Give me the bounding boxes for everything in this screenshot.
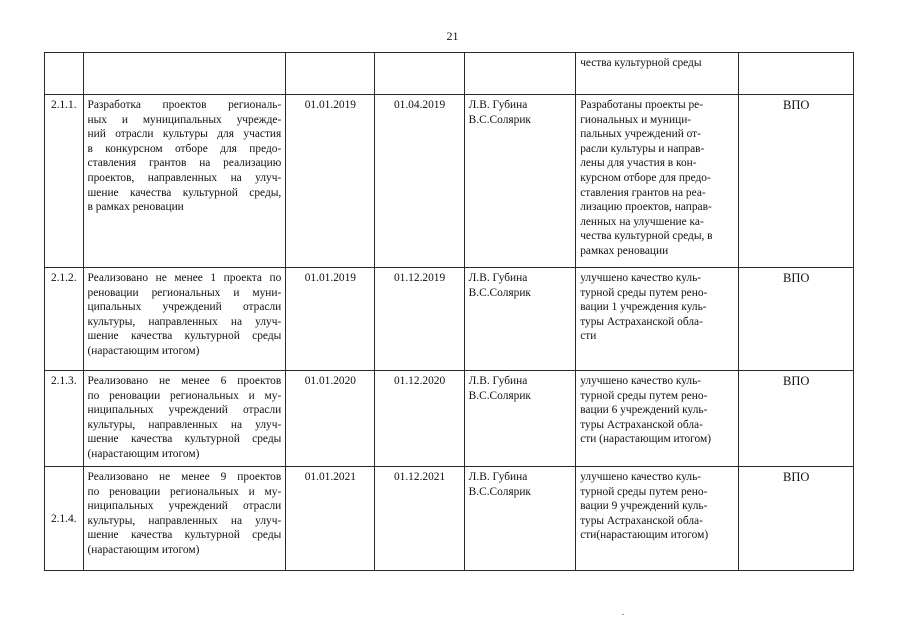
description-cell: [83, 467, 286, 571]
responsible-person: В.С.Солярик: [468, 113, 531, 126]
executor-code: ВПО: [783, 98, 810, 112]
plan-table: [44, 52, 854, 571]
end-date: 01.12.2021: [375, 467, 464, 571]
start-date-cell: [286, 53, 375, 95]
description-cell: [83, 53, 286, 95]
code-cell: [739, 53, 854, 95]
responsible-person: Л.В. Губина: [468, 375, 528, 387]
description-line: Реализовано не менее 9 проектов: [87, 471, 282, 483]
description-cell: [83, 95, 286, 268]
row-number: 2.1.1.: [45, 95, 84, 268]
end-date: 01.12.2020: [375, 371, 464, 467]
description-line: Реализовано не менее 6 проектов: [87, 375, 282, 387]
responsible-person: Л.В. Губина: [468, 272, 528, 284]
description-line: по реновации региональных и му-: [87, 485, 282, 498]
start-date: 01.01.2019: [286, 95, 375, 268]
description-line: ниципальных учреждений отрасли: [87, 500, 282, 513]
result-line: сти(нарастающим итогом): [580, 529, 709, 542]
result-line: чества культурной среды: [580, 57, 702, 69]
result-cell: [576, 53, 739, 95]
row-number: 2.1.3.: [45, 371, 84, 467]
result-line: турной среды путем рено-: [580, 389, 708, 402]
result-line: рамках реновации: [580, 244, 669, 257]
result-line: сти (нарастающим итогом): [580, 433, 712, 446]
code-cell: [739, 268, 854, 371]
result-line: Разработаны проекты ре-: [580, 99, 704, 111]
result-line: турной среды путем рено-: [580, 286, 708, 299]
end-date-cell: [375, 53, 464, 95]
result-line: вации 1 учреждения куль-: [580, 301, 707, 314]
description-line: ставления грантов на реализацию: [87, 157, 282, 170]
start-date: 01.01.2020: [286, 371, 375, 467]
result-line: сти: [580, 330, 597, 343]
page-number: 21: [446, 29, 459, 43]
description-line: ципальных учреждений отрасли: [87, 301, 282, 314]
result-line: расли культуры и направ-: [580, 142, 705, 155]
responsible-cell: [464, 467, 576, 571]
result-line: ставления грантов на реа-: [580, 186, 706, 199]
result-cell: [576, 268, 739, 371]
result-line: улучшено качество куль-: [580, 272, 702, 284]
code-cell: [739, 467, 854, 571]
description-line: шение качества культурной среды: [87, 529, 282, 542]
description-line: шение качества культурной среды: [87, 330, 282, 343]
description-cell: [83, 268, 286, 371]
description-line: ных и муниципальных учрежде-: [87, 113, 282, 126]
responsible-cell: [464, 268, 576, 371]
end-date: 01.12.2019: [375, 268, 464, 371]
description-cell: [83, 371, 286, 467]
scan-speck: [622, 614, 624, 615]
description-line: ний отрасли культуры для участия: [87, 128, 282, 141]
table-row: [45, 467, 854, 571]
result-line: лены для участия в кон-: [580, 157, 697, 170]
responsible-person: Л.В. Губина: [468, 99, 528, 111]
description-line: (нарастающим итогом): [87, 344, 200, 357]
result-cell: [576, 467, 739, 571]
responsible-cell: [464, 95, 576, 268]
description-line: шение качества культурной среды: [87, 433, 282, 446]
result-line: туры Астраханской обла-: [580, 418, 703, 431]
result-line: гиональных и муници-: [580, 113, 692, 126]
executor-code: ВПО: [783, 271, 810, 285]
result-line: туры Астраханской обла-: [580, 514, 703, 527]
end-date: 01.04.2019: [375, 95, 464, 268]
description-line: ниципальных учреждений отрасли: [87, 404, 282, 417]
result-line: пальных учреждений от-: [580, 128, 701, 141]
description-line: по реновации региональных и му-: [87, 389, 282, 402]
start-date: 01.01.2021: [286, 467, 375, 571]
result-line: курсном отборе для предо-: [580, 171, 711, 184]
responsible-cell: [464, 53, 576, 95]
table-row: [45, 95, 854, 268]
result-line: вации 6 учреждений куль-: [580, 404, 708, 417]
result-cell: [576, 371, 739, 467]
result-cell: [576, 95, 739, 268]
executor-code: ВПО: [783, 374, 810, 388]
table-row: [45, 371, 854, 467]
description-line: в конкурсном отборе для предо-: [87, 142, 282, 155]
result-line: лизацию проектов, направ-: [580, 201, 712, 214]
description-line: проектов, направленных на улуч-: [87, 171, 282, 184]
description-line: шение качества культурной среды,: [87, 186, 282, 199]
code-cell: [739, 95, 854, 268]
description-line: реновации региональных и муни-: [87, 286, 282, 299]
result-line: туры Астраханской обла-: [580, 315, 703, 328]
result-line: чества культурной среды, в: [580, 230, 713, 243]
description-line: (нарастающим итогом): [87, 447, 200, 460]
code-cell: [739, 371, 854, 467]
row-number: 2.1.4.: [45, 467, 84, 571]
result-line: вации 9 учреждений куль-: [580, 500, 708, 513]
result-line: улучшено качество куль-: [580, 471, 702, 483]
description-line: культуры, направленных на улуч-: [87, 418, 282, 431]
description-line: Разработка проектов региональ-: [87, 99, 282, 111]
description-line: в рамках реновации: [87, 201, 184, 214]
result-line: улучшено качество куль-: [580, 375, 702, 387]
responsible-person: Л.В. Губина: [468, 471, 528, 483]
continuation-row: [45, 53, 854, 95]
description-line: Реализовано не менее 1 проекта по: [87, 272, 282, 284]
executor-code: ВПО: [783, 470, 810, 484]
start-date: 01.01.2019: [286, 268, 375, 371]
table-row: [45, 268, 854, 371]
responsible-person: В.С.Солярик: [468, 485, 531, 498]
responsible-person: В.С.Солярик: [468, 286, 531, 299]
description-line: культуры, направленных на улуч-: [87, 315, 282, 328]
responsible-cell: [464, 371, 576, 467]
responsible-person: В.С.Солярик: [468, 389, 531, 402]
description-line: (нарастающим итогом): [87, 543, 200, 556]
num-cell: [45, 53, 84, 95]
description-line: культуры, направленных на улуч-: [87, 514, 282, 527]
result-line: ленных на улучшение ка-: [580, 215, 704, 228]
result-line: турной среды путем рено-: [580, 485, 708, 498]
row-number: 2.1.2.: [45, 268, 84, 371]
